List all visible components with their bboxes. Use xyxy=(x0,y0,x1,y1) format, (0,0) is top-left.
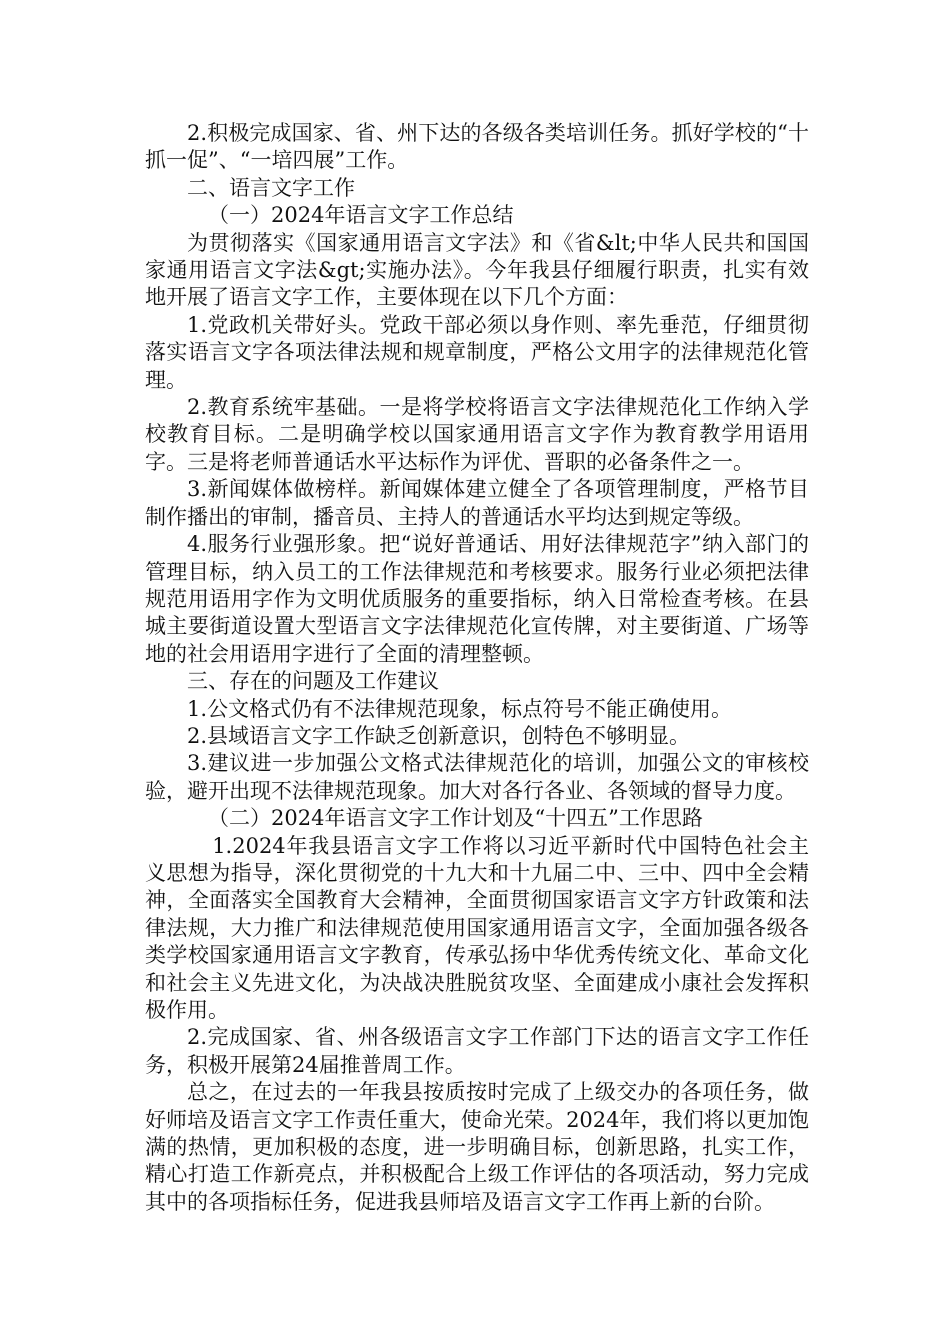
paragraph-problem-1: 1.公文格式仍有不法律规范现象，标点符号不能正确使用。 xyxy=(187,696,733,721)
heading-language-work: 二、语言文字工作 xyxy=(187,175,355,200)
document-body xyxy=(145,120,809,1216)
heading-problems: 三、存在的问题及工作建议 xyxy=(187,669,439,694)
paragraph-training-tasks: 2.积极完成国家、省、州下达的各级各类培训任务。抓好学校的“十抓一促”、“一培四展”工作。 xyxy=(145,121,809,173)
paragraph-education-system: 2.教育系统牢基础。一是将学校将语言文字法律规范化工作纳入学校教育目标。二是明确学校以国家通用语言文字作为教育教学用语用字。三是将老师普通话水平达标作为评优、晋职的必备条件之一。 xyxy=(145,395,809,474)
paragraph-party-organs: 1.党政机关带好头。党政干部必须以身作则、率先垂范，仔细贯彻落实语言文字各项法律法规和规章制度，严格公文用字的法律规范化管理。 xyxy=(145,312,809,392)
paragraph-suggestion-3: 3.建议进一步加强公文格式法律规范化的培训，加强公文的审核校验，避开出现不法律规范现象。加大对各行各业、各领域的督导力度。 xyxy=(145,751,809,803)
paragraph-service-industry: 4.服务行业强形象。把“说好普通话、用好法律规范字”纳入部门的管理目标，纳入员工的工作法律规范和考核要求。服务行业必须把法律规范用语用字作为文明优质服务的重要指标，纳入日常检查考核。在县城主要街道设置大型语言文字法律规范化宣传牌，对主要街道、广场等地的社会用语用字进行了全面的清理整顿。 xyxy=(145,532,809,666)
paragraph-conclusion: 总之，在过去的一年我县按质按时完成了上级交办的各项任务，做好师培及语言文字工作责任重大，使命光荣。2024年，我们将以更加饱满的热情，更加积极的态度，进一步明确目标，创新思路，扎实工作，精心打造工作新亮点，并积极配合上级工作评估的各项活动，努力完成其中的各项指标任务，促进我县师培及语言文字工作再上新的台阶。 xyxy=(145,1080,809,1214)
paragraph-plan-2: 2.完成国家、省、州各级语言文字工作部门下达的语言文字工作任务，积极开展第24届推普周工作。 xyxy=(145,1025,809,1077)
paragraph-news-media: 3.新闻媒体做榜样。新闻媒体建立健全了各项管理制度，严格节目制作播出的审制，播音员、主持人的普通话水平均达到规定等级。 xyxy=(145,477,809,529)
paragraph-intro: 为贯彻落实《国家通用语言文字法》和《省&lt;中华人民共和国国家通用语言文字法&gt;实施办法》。今年我县仔细履行职责，扎实有效地开展了语言文字工作，主要体现在以下几个方面： xyxy=(145,230,809,310)
heading-2024-summary: （一）2024年语言文字工作总结 xyxy=(208,203,514,228)
paragraph-plan-1: 1.2024年我县语言文字工作将以习近平新时代中国特色社会主义思想为指导，深化贯彻党的十九大和十九届二中、三中、四中全会精神，全面落实全国教育大会精神，全面贯彻国家语言文字方针政策和法律法规，大力推广和法律规范使用国家通用语言文字，全面加强各级各类学校国家通用语言文字教育，传承弘扬中华优秀传统文化、革命文化和社会主义先进文化，为决战决胜脱贫攻坚、全面建成小康社会发挥积极作用。 xyxy=(145,833,809,1022)
heading-2024-plan: （二）2024年语言文字工作计划及“十四五”工作思路 xyxy=(208,806,703,831)
paragraph-problem-2: 2.县域语言文字工作缺乏创新意识，创特色不够明显。 xyxy=(187,723,691,748)
